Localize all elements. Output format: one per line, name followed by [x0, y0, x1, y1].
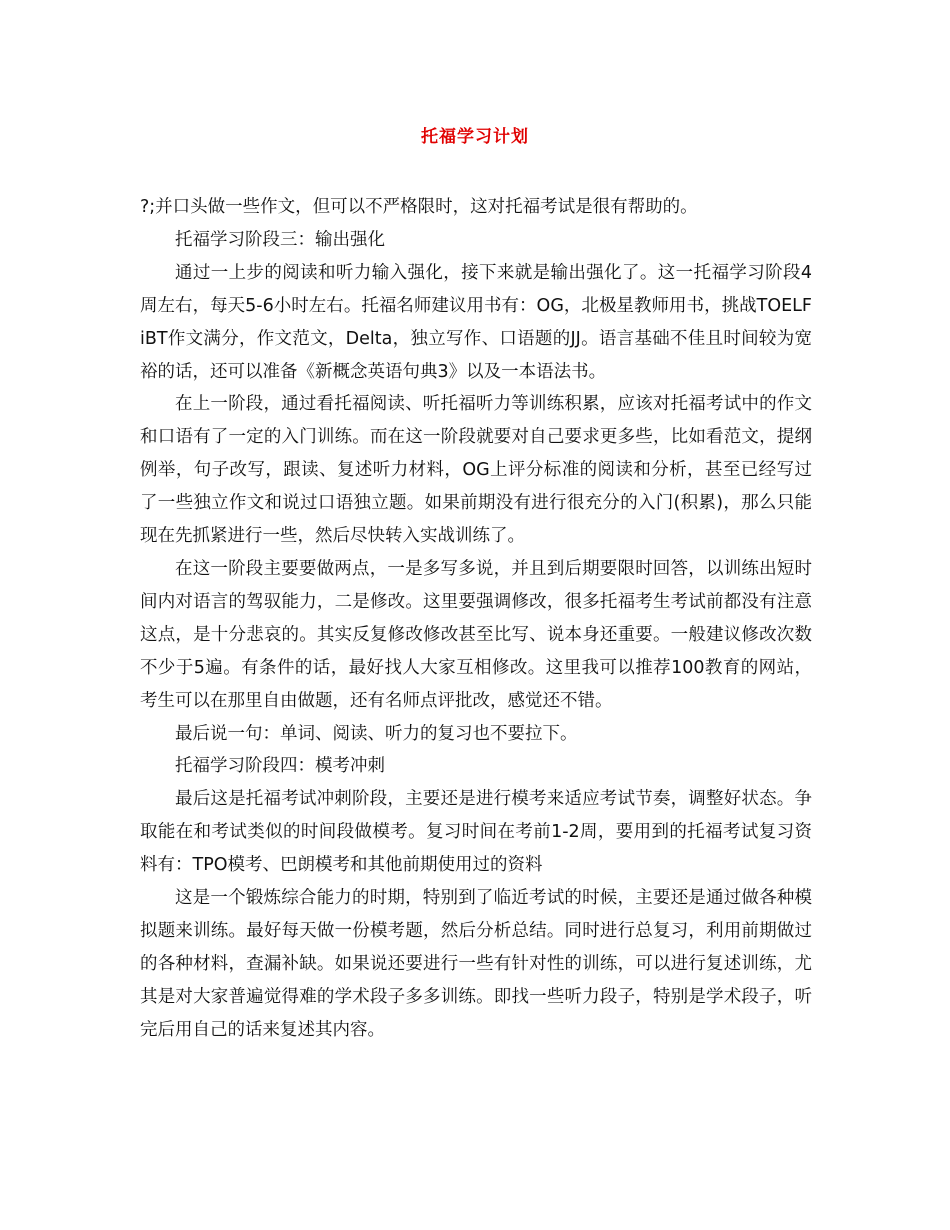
paragraph: 通过一上步的阅读和听力输入强化，接下来就是输出强化了。这一托福学习阶段4周左右，每天5-6小时左右。托福名师建议用书有：OG，北极星教师用书，挑战TOELF iBT作文满分，作文范文，Delta，独立写作、口语题的JJ。语言基础不佳且时间较为宽裕的话，还可以准备《新概念英语句典3》以及一本语法书。: [140, 262, 812, 382]
section-heading: 托福学习阶段三：输出强化: [175, 229, 385, 250]
paragraph: 在上一阶段，通过看托福阅读、听托福听力等训练积累，应该对托福考试中的作文和口语有了一定的入门训练。而在这一阶段就要对自己要求更多些，比如看范文，提纲例举，句子改写，跟读、复述听力材料，OG上评分标准的阅读和分析，甚至已经写过了一些独立作文和说过口语独立题。如果前期没有进行很充分的入门(积累)，那么只能现在先抓紧进行一些，然后尽快转入实战训练了。: [140, 394, 812, 547]
paragraph: ?;并口头做一些作文，但可以不严格限时，这对托福考试是很有帮助的。: [140, 197, 698, 217]
paragraph: 最后说一句：单词、阅读、听力的复习也不要拉下。: [175, 723, 578, 744]
paragraph: 在这一阶段主要要做两点，一是多写多说，并且到后期要限时回答，以训练出短时间内对语言的驾驭能力，二是修改。这里要强调修改，很多托福考生考试前都没有注意这点，是十分悲哀的。其实反复修改修改甚至比写、说本身还重要。一般建议修改次数不少于5遍。有条件的话，最好找人大家互相修改。这里我可以推荐100教育的网站，考生可以在那里自由做题，还有名师点评批改，感觉还不错。: [140, 558, 812, 711]
paragraph: 这是一个锻炼综合能力的时期，特别到了临近考试的时候，主要还是通过做各种模拟题来训练。最好每天做一份模考题，然后分析总结。同时进行总复习，利用前期做过的各种材料，查漏补缺。如果说还要进行一些有针对性的训练，可以进行复述训练，尤其是对大家普遍觉得难的学术段子多多训练。即找一些听力段子，特别是学术段子，听完后用自己的话来复述其内容。: [140, 888, 812, 1040]
document-body: [140, 191, 812, 1047]
section-heading: 托福学习阶段四：模考冲刺: [175, 756, 385, 777]
document-title: 托福学习计划: [421, 127, 529, 147]
paragraph: 最后这是托福考试冲刺阶段，主要还是进行模考来适应考试节奏，调整好状态。争取能在和考试类似的时间段做模考。复习时间在考前1-2周，要用到的托福考试复习资料有：TPO模考、巴朗模考和其他前期使用过的资料: [140, 789, 812, 876]
